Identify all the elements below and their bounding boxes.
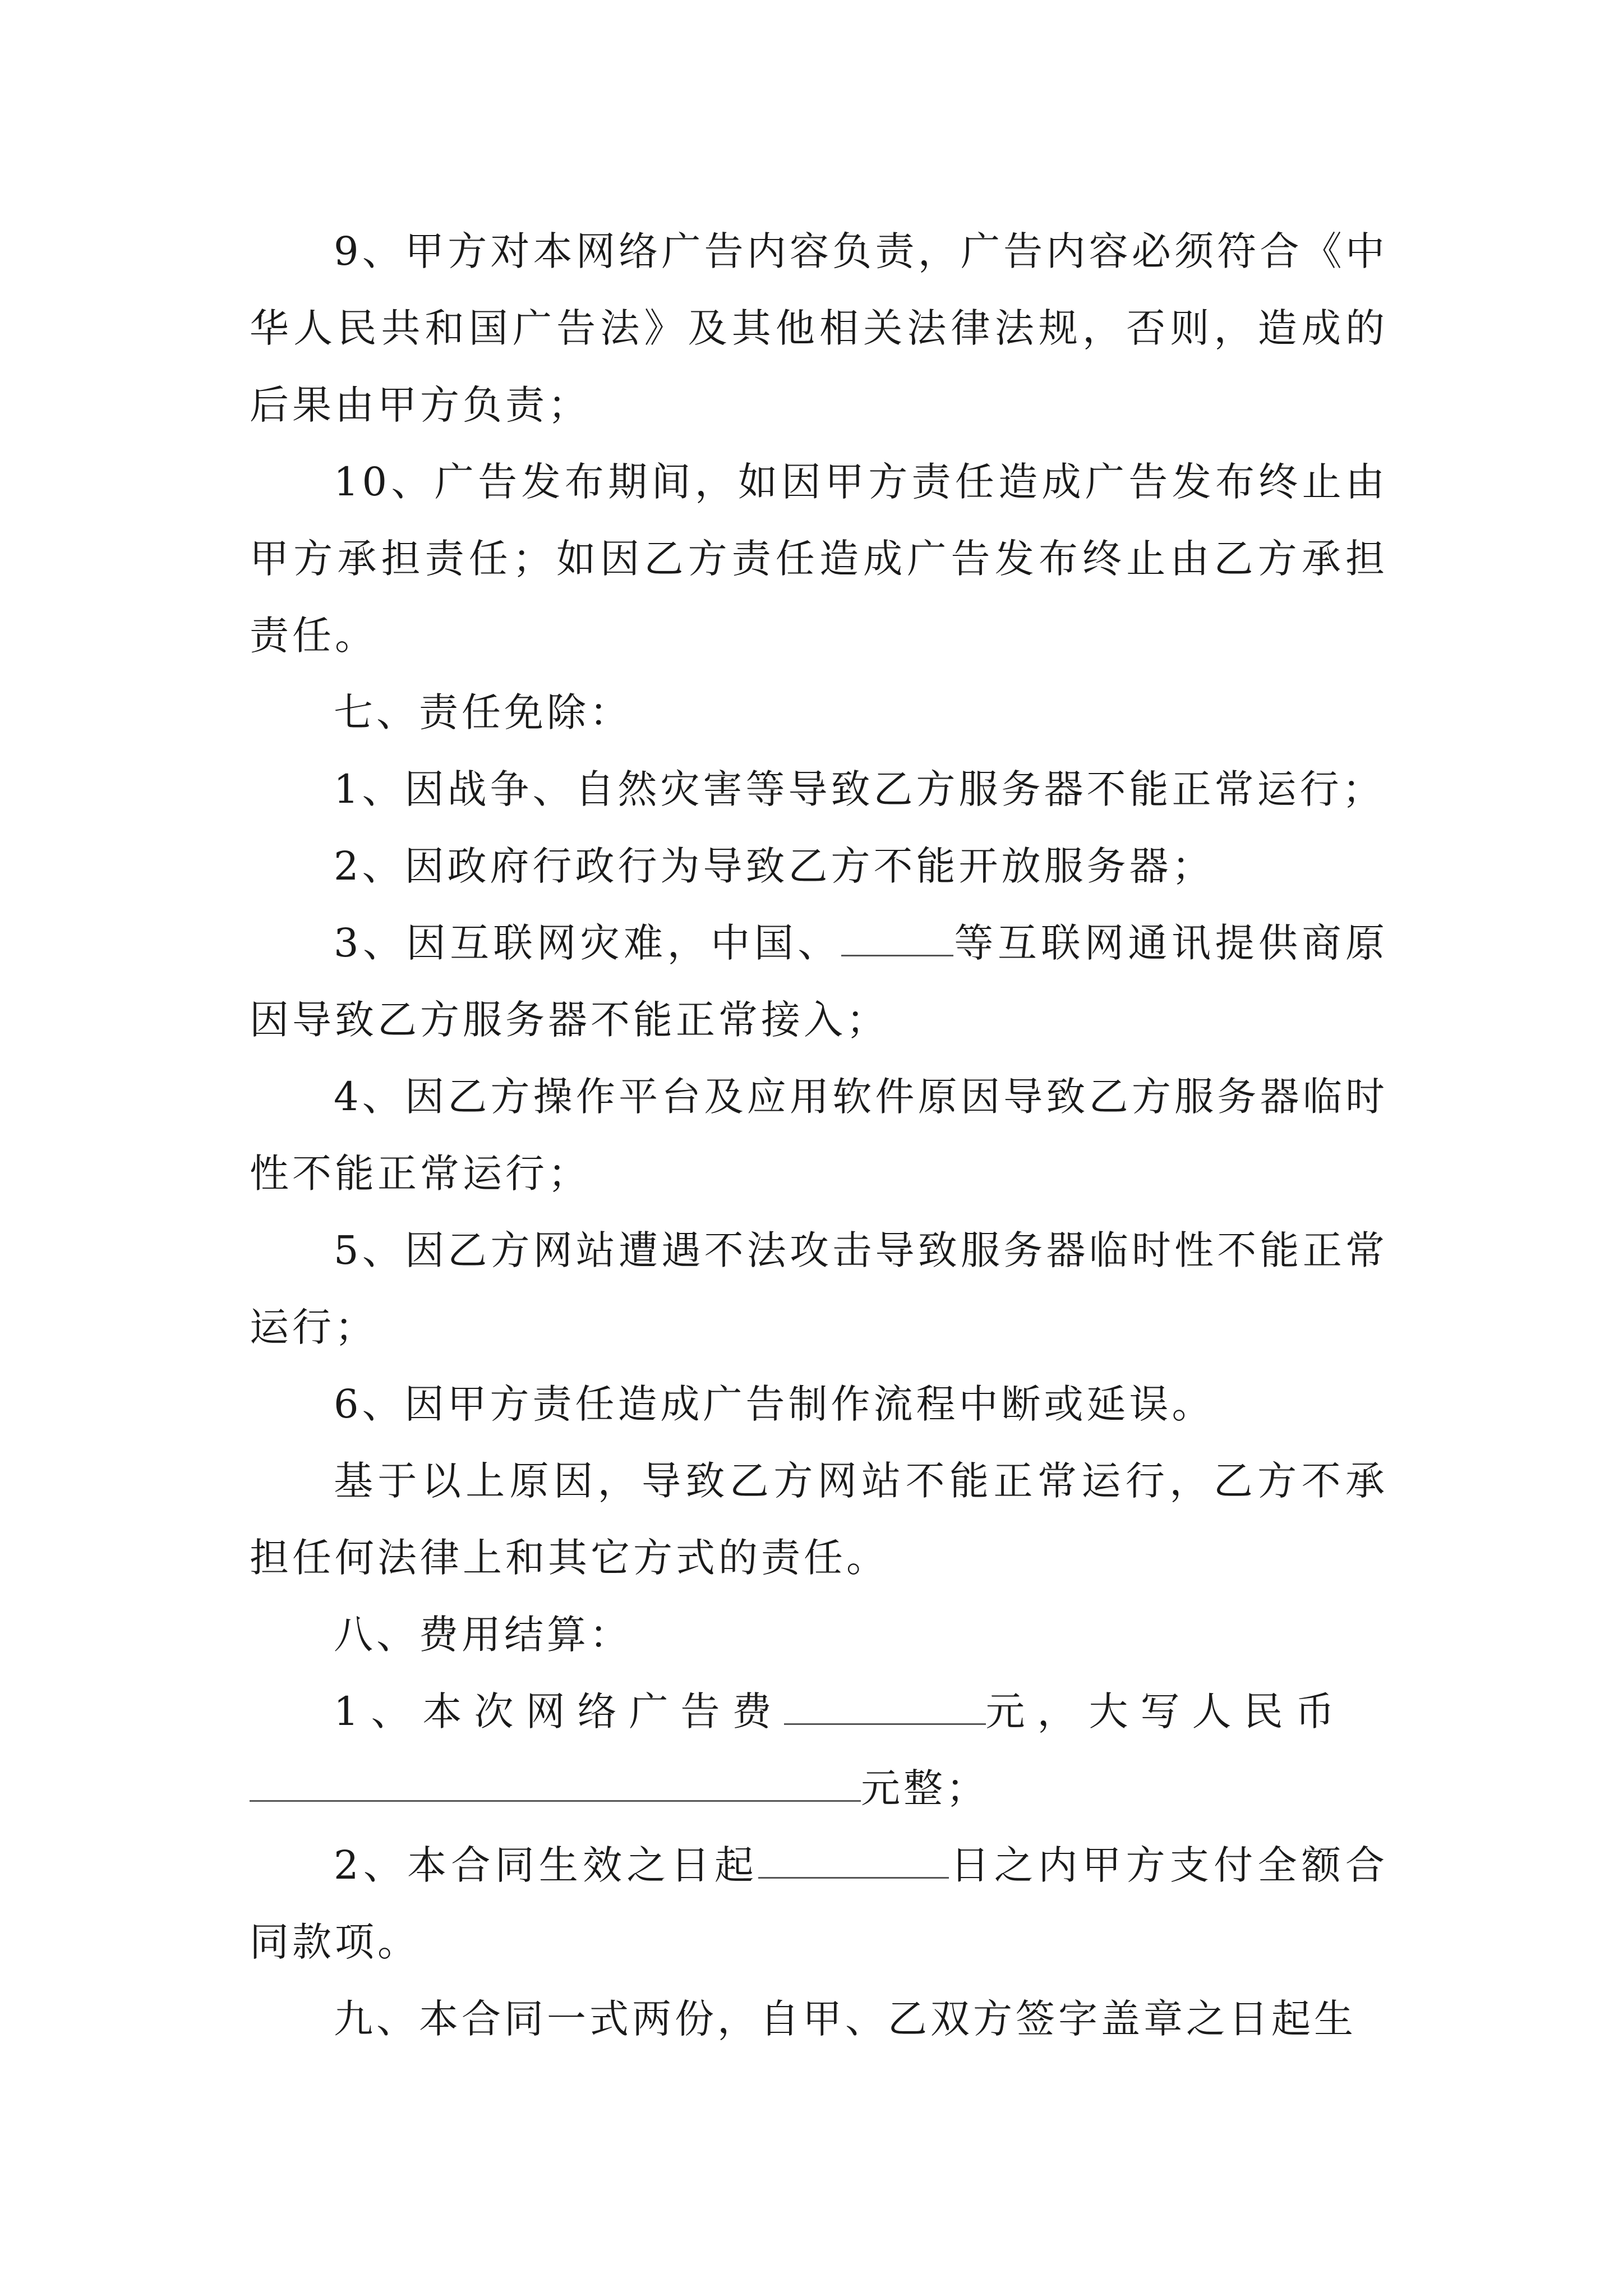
exemption-5 (250, 1212, 1388, 1366)
exemption-summary-text: 基于以上原因，导致乙方网站不能正常运行，乙方不承担任何法律上和其它方式的责任。 (250, 1458, 1388, 1581)
fee-clause-1-line-1 (250, 1673, 1388, 1750)
exemption-2-text: 2、因政府行政行为导致乙方不能开放服务器； (334, 843, 1215, 889)
section-7-heading-text: 七、责任免除： (334, 689, 632, 735)
exemption-6 (250, 1366, 1388, 1443)
exemption-summary (250, 1443, 1388, 1596)
exemption-2 (250, 828, 1388, 905)
isp-blank-field[interactable] (841, 923, 953, 956)
section-9-heading (250, 1981, 1388, 2058)
section-7-heading (250, 674, 1388, 751)
fee-clause-1-text-c: 元整； (861, 1765, 989, 1811)
exemption-1-text: 1、因战争、自然灾害等导致乙方服务器不能正常运行； (334, 766, 1385, 812)
document-body (250, 213, 1388, 2058)
fee-clause-1-text-a: 1、本次网络广告费 (334, 1688, 784, 1734)
clause-10 (250, 444, 1388, 674)
exemption-5-text: 5、因乙方网站遭遇不法攻击导致服务器临时性不能正常运行； (250, 1227, 1388, 1350)
exemption-4-text: 4、因乙方操作平台及应用软件原因导致乙方服务器临时性不能正常运行； (250, 1074, 1388, 1197)
exemption-1 (250, 751, 1388, 828)
fee-clause-1-line-2 (250, 1750, 1388, 1827)
exemption-3 (250, 905, 1388, 1059)
payment-days-blank-field[interactable] (758, 1846, 949, 1879)
clause-9-text: 9、甲方对本网络广告内容负责，广告内容必须符合《中华人民共和国广告法》及其他相关法律法规，否则，造成的后果由甲方负责； (250, 228, 1388, 428)
exemption-6-text: 6、因甲方责任造成广告制作流程中断或延误。 (334, 1381, 1215, 1427)
section-9-text: 九、本合同一式两份，自甲、乙双方签字盖章之日起生 (334, 1996, 1357, 2042)
fee-clause-2-text-b: 日之内甲方支付全额合同款项。 (250, 1842, 1388, 1965)
fee-amount-blank-field[interactable] (784, 1692, 986, 1725)
exemption-3-text-a: 3、因互联网灾难，中国、 (334, 920, 841, 966)
clause-9 (250, 213, 1388, 444)
exemption-3-text-b: 等互联网通讯提供商原因导致乙方服务器不能正常接入； (250, 920, 1389, 1043)
fee-clause-2 (250, 1827, 1388, 1981)
fee-clause-1-text-b: 元，大写人民币 (985, 1688, 1347, 1734)
fee-clause-2-text-a: 2、本合同生效之日起 (334, 1842, 759, 1888)
exemption-4 (250, 1059, 1388, 1212)
clause-10-text: 10、广告发布期间，如因甲方责任造成广告发布终止由甲方承担责任；如因乙方责任造成广告发布终止由乙方承担责任。 (250, 459, 1388, 659)
fee-amount-uppercase-blank-field[interactable] (250, 1769, 861, 1802)
section-8-heading (250, 1596, 1388, 1673)
section-8-heading-text: 八、费用结算： (334, 1612, 632, 1658)
